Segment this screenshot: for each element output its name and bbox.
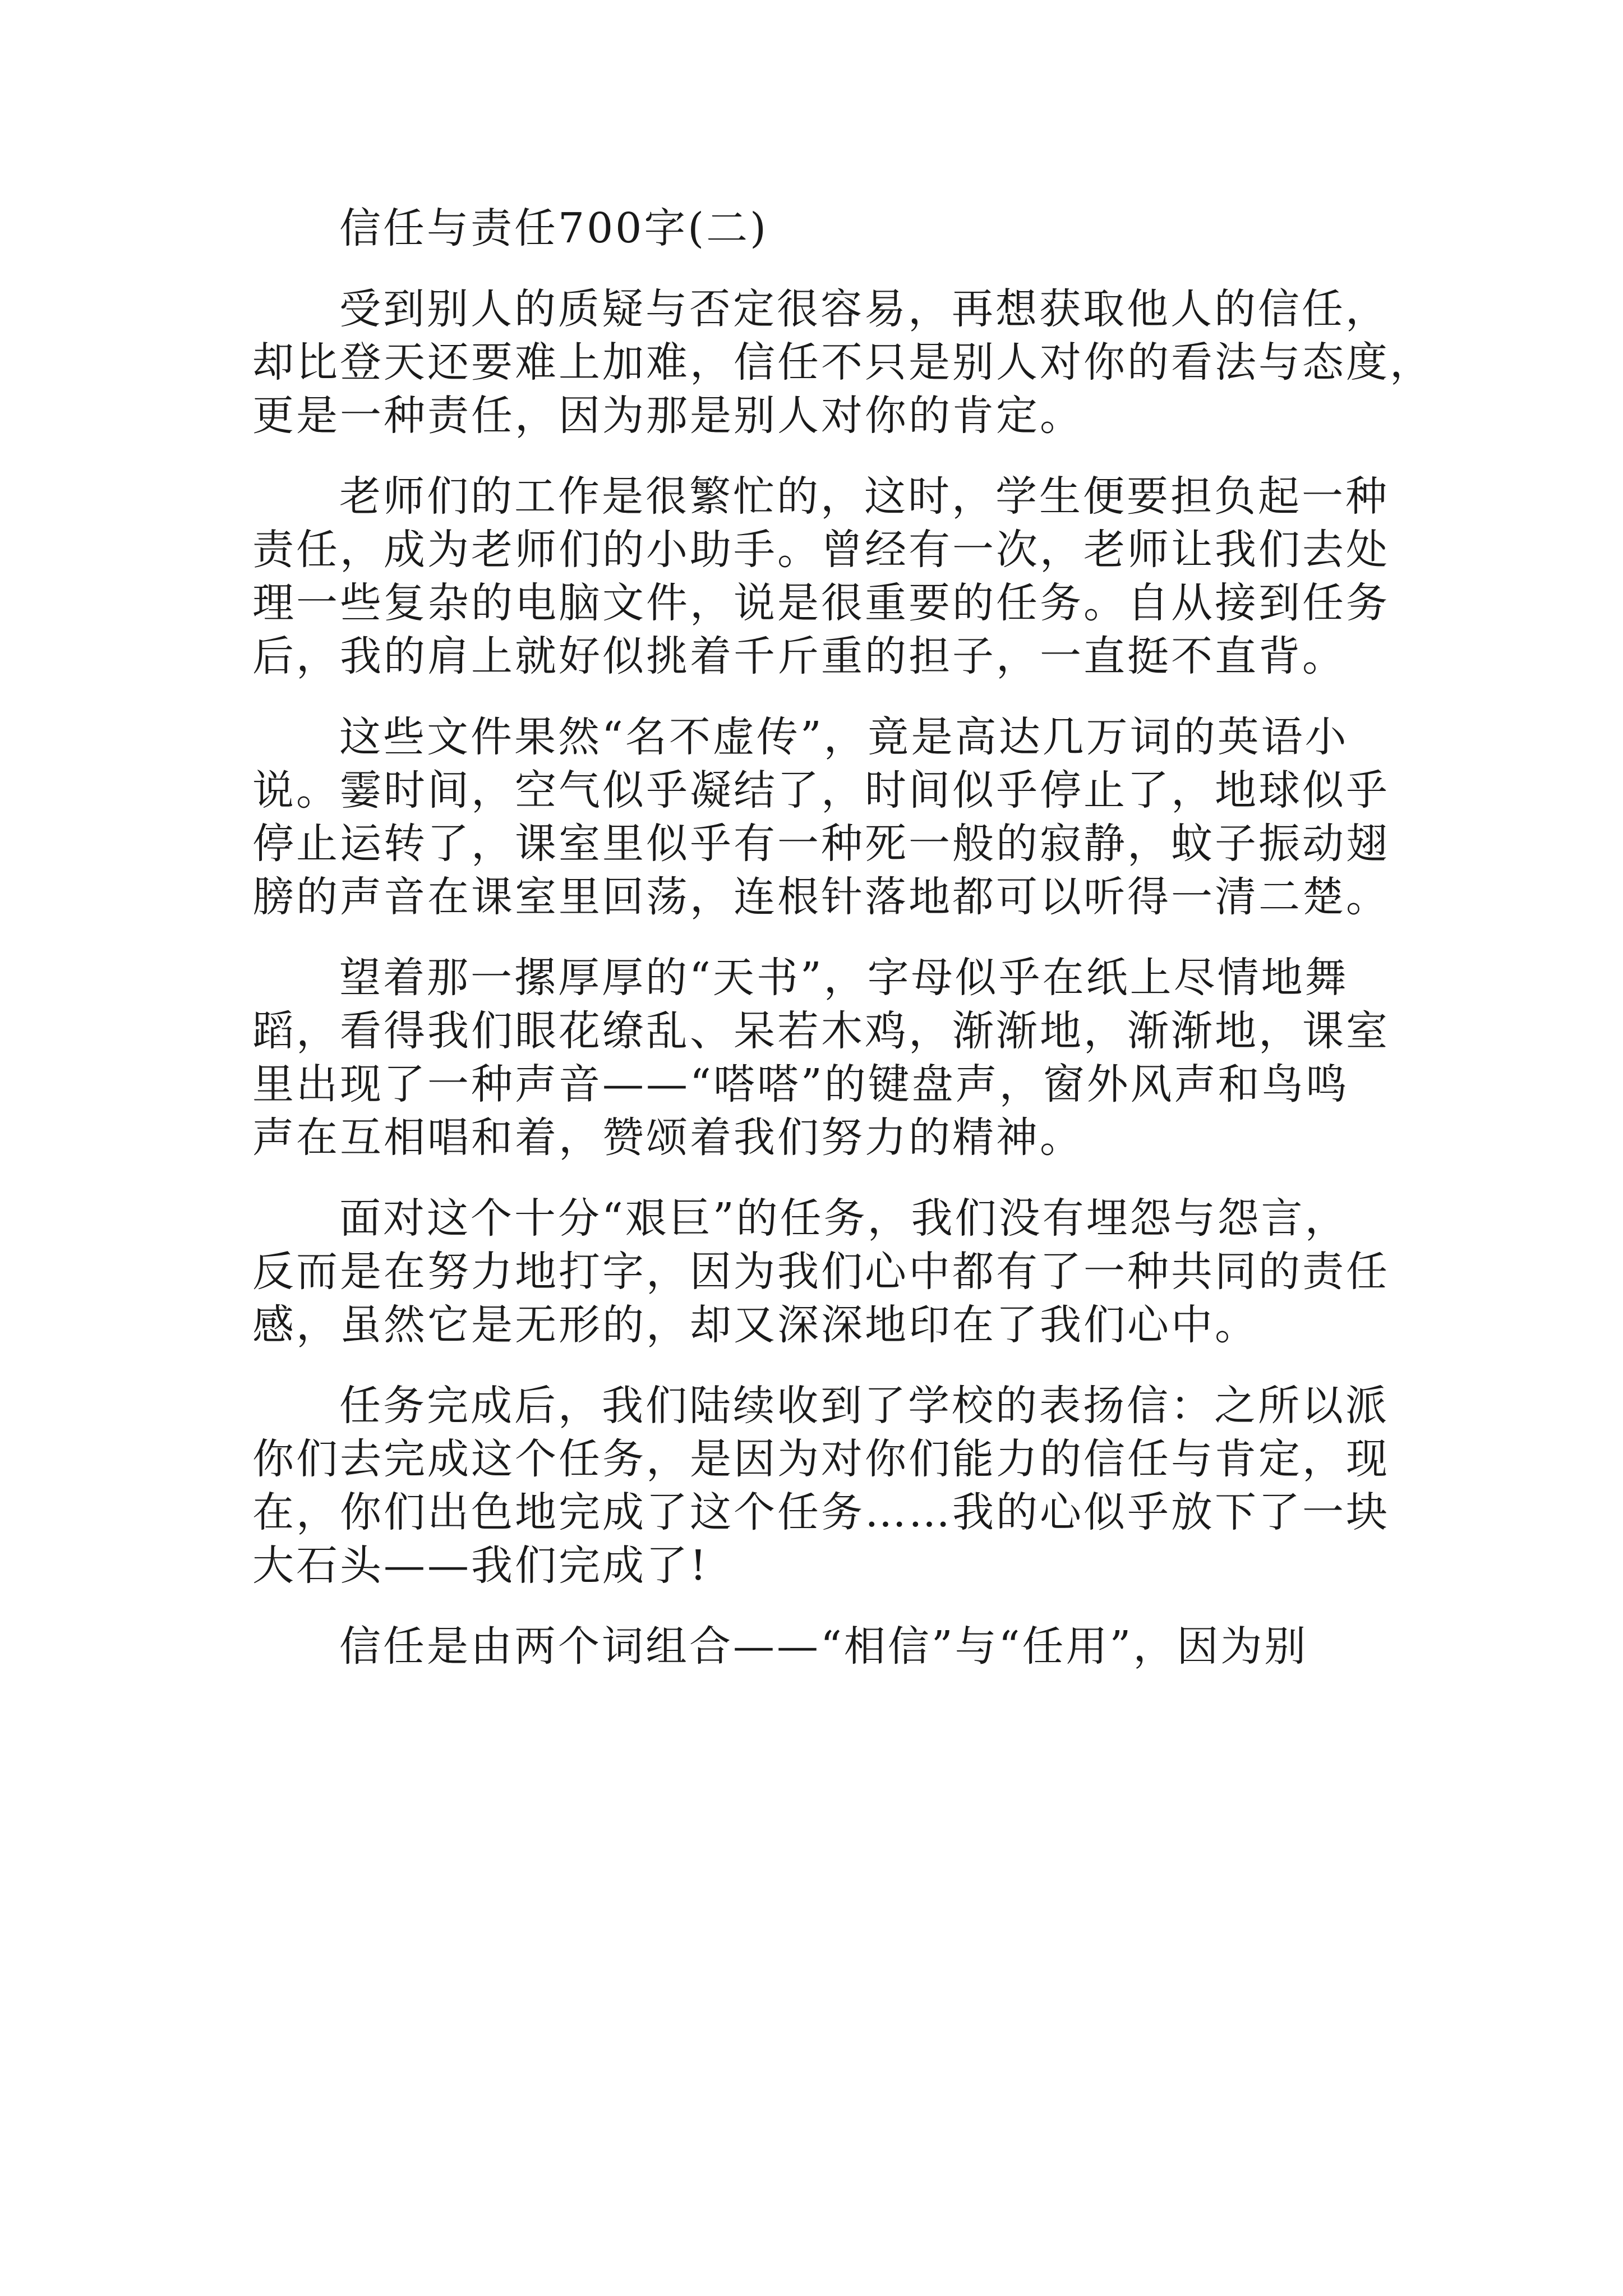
paragraph — [252, 711, 1402, 924]
article-body — [252, 202, 1433, 1673]
paragraph-line: 声在互相唱和着，赞颂着我们努力的精神。 — [252, 1114, 1083, 1162]
paragraph-line: 里出现了一种声音——“嗒嗒”的键盘声，窗外风声和鸟鸣 — [252, 1060, 1349, 1108]
paragraph-line: 面对这个十分“艰巨”的任务，我们没有埋怨与怨言， — [339, 1194, 1349, 1243]
paragraph-line: 膀的声音在课室里回荡，连根针落地都可以听得一清二楚。 — [252, 873, 1390, 921]
paragraph — [252, 951, 1402, 1165]
paragraph-line: 你们去完成这个任务，是因为对你们能力的信任与肯定，现 — [252, 1435, 1390, 1483]
paragraph — [252, 1192, 1402, 1352]
paragraph — [252, 470, 1402, 683]
paragraph-line: 后，我的肩上就好似挑着千斤重的担子，一直挺不直背。 — [252, 632, 1346, 680]
paragraph-line: 反而是在努力地打字，因为我们心中都有了一种共同的责任 — [252, 1248, 1390, 1296]
paragraph-line: 受到别人的质疑与否定很容易，再想获取他人的信任， — [339, 285, 1389, 333]
paragraph — [252, 1379, 1402, 1593]
paragraph-line: 信任是由两个词组合——“相信”与“任用”，因为别 — [339, 1622, 1308, 1671]
paragraph-line: 理一些复杂的电脑文件，说是很重要的任务。自从接到任务 — [252, 579, 1390, 627]
paragraph-line: 大石头——我们完成了! — [252, 1542, 709, 1590]
paragraph — [252, 283, 1433, 443]
document-title: 信任与责任700字(二) — [339, 204, 768, 252]
paragraph-line: 却比登天还要难上加难，信任不只是别人对你的看法与态度， — [252, 338, 1433, 386]
paragraph-line: 说。霎时间，空气似乎凝结了，时间似乎停止了，地球似乎 — [252, 766, 1390, 815]
paragraph-line: 老师们的工作是很繁忙的，这时，学生便要担负起一种 — [339, 472, 1389, 521]
paragraph-line: 这些文件果然“名不虚传”，竟是高达几万词的英语小 — [339, 713, 1349, 761]
paragraph-line: 停止运转了，课室里似乎有一种死一般的寂静，蚊子振动翅 — [252, 820, 1390, 868]
paragraph-line: 责任，成为老师们的小助手。曾经有一次，老师让我们去处 — [252, 526, 1390, 574]
paragraph-line: 更是一种责任，因为那是别人对你的肯定。 — [252, 392, 1083, 440]
paragraph — [252, 1620, 1402, 1673]
paragraph-line: 感，虽然它是无形的，却又深深地印在了我们心中。 — [252, 1301, 1258, 1349]
paragraph-line: 蹈，看得我们眼花缭乱、呆若木鸡，渐渐地，渐渐地，课室 — [252, 1007, 1390, 1055]
paragraph-line: 望着那一摞厚厚的“天书”，字母似乎在纸上尽情地舞 — [339, 954, 1349, 1002]
paragraph-line: 在，你们出色地完成了这个任务……我的心似乎放下了一块 — [252, 1488, 1390, 1536]
paragraph-line: 任务完成后，我们陆续收到了学校的表扬信：之所以派 — [339, 1382, 1389, 1430]
